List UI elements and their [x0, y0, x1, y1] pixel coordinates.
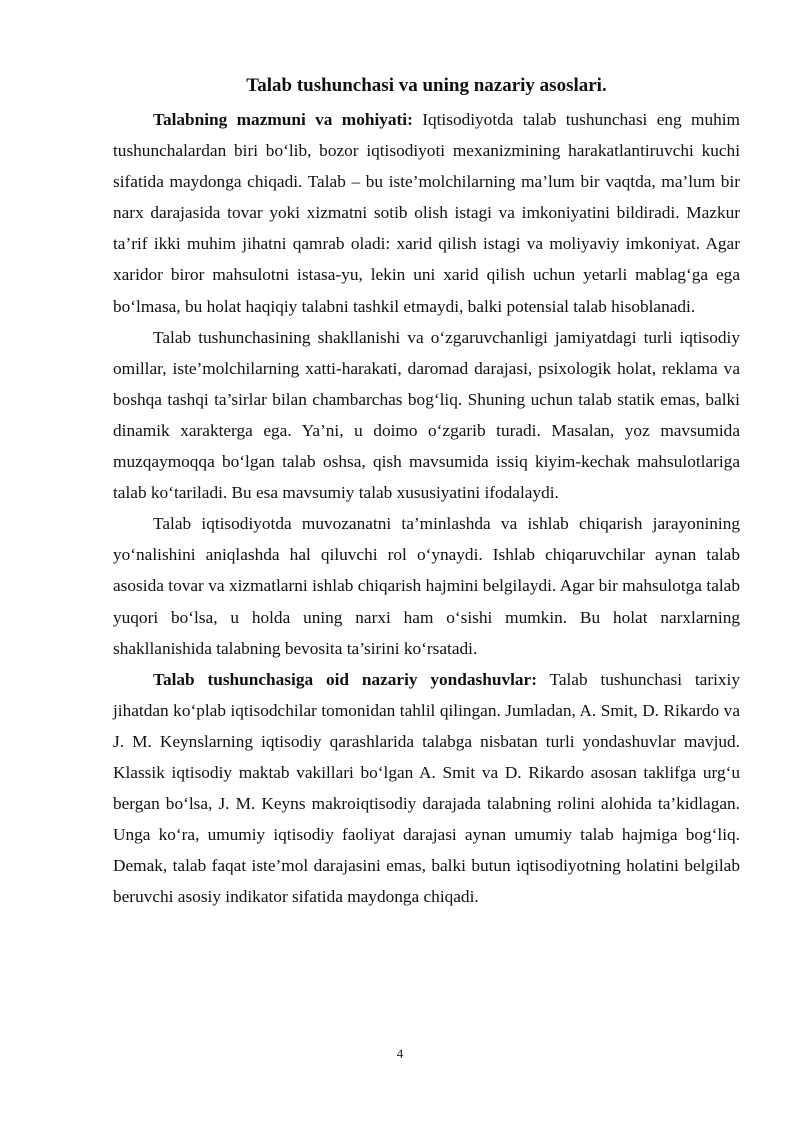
- paragraph-4-text: Talab tushunchasi tarixiy jihatdan ko‘plab iqtisodchilar tomonidan tahlil qilingan. Jumladan, A. Smit, D. Rikardo va J. M. Keynslarning iqtisodiy qarashlarida talabga nisbatan turli yondashuvlar mavjud. Klassik iqtisodiy maktab vakillari bo‘lgan A. Smit va D. Rikardo asosan taklifga urg‘u bergan bo‘lsa, J. M. Keyns makroiqtisodiy darajada talabning rolini alohida ta’kidlagan. Unga ko‘ra, umumiy iqtisodiy faoliyat darajasi aynan umumiy talab hajmiga bog‘liq. Demak, talab faqat iste’mol darajasini emas, balki butun iqtisodiyotning holatini belgilab beruvchi asosiy indikator sifatida maydonga chiqadi.: [113, 669, 740, 907]
- paragraph-1-text: Iqtisodiyotda talab tushunchasi eng muhim tushunchalardan biri bo‘lib, bozor iqtisodiyoti mexanizmining harakatlantiruvchi kuchi sifatida maydonga chiqadi. Talab – bu iste’molchilarning ma’lum bir vaqtda, ma’lum bir narx darajasida tovar yoki xizmatni sotib olish istagi va imkoniyatini bildiradi. Mazkur ta’rif ikki muhim jihatni qamrab oladi: xarid qilish istagi va moliyaviy imkoniyat. Agar xaridor biror mahsulotni istasa-yu, lekin uni xarid qilish uchun yetarli mablag‘ga ega bo‘lmasa, bu holat haqiqiy talabni tashkil etmaydi, balki potensial talab hisoblanadi.: [113, 110, 740, 316]
- paragraph-3-text: Talab iqtisodiyotda muvozanatni ta’minlashda va ishlab chiqarish jarayonining yo‘nalishini aniqlashda hal qiluvchi rol o‘ynaydi. Ishlab chiqaruvchilar aynan talab asosida tovar va xizmatlarni ishlab chiqarish hajmini belgilaydi. Agar bir mahsulotga talab yuqori bo‘lsa, u holda uning narxi ham o‘sishi mumkin. Bu holat narxlarning shakllanishida talabning bevosita ta’sirini ko‘rsatadi.: [113, 514, 740, 658]
- page-number: 4: [396, 1046, 404, 1061]
- paragraph-4-lead: Talab tushunchasiga oid nazariy yondashuvlar:: [153, 669, 537, 689]
- paragraph-4: [113, 664, 740, 913]
- document-page: [113, 72, 740, 912]
- paragraph-2: [113, 322, 740, 509]
- paragraph-1: [113, 104, 740, 322]
- paragraph-1-lead: Talabning mazmuni va mohiyati:: [153, 110, 413, 129]
- document-title: Talab tushunchasi va uning nazariy asoslari.: [246, 75, 607, 96]
- paragraph-3: [113, 508, 740, 663]
- paragraph-2-text: Talab tushunchasining shakllanishi va o‘zgaruvchanligi jamiyatdagi turli iqtisodiy omillar, iste’molchilarning xatti-harakati, daromad darajasi, psixologik holat, reklama va boshqa tashqi ta’sirlar bilan chambarchas bog‘liq. Shuning uchun talab statik emas, balki dinamik xarakterga ega. Ya’ni, u doimo o‘zgarib turadi. Masalan, yoz mavsumida muzqaymoqqa bo‘lgan talab oshsa, qish mavsumida issiq kiyim-kechak mahsulotlariga talab ko‘tariladi. Bu esa mavsumiy talab xususiyatini ifodalaydi.: [113, 327, 740, 503]
